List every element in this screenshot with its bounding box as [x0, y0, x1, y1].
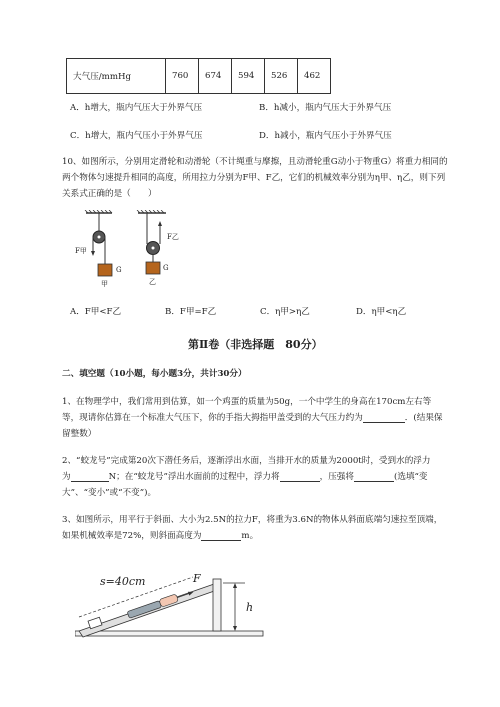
q3-line-1: 3、如图所示，用平行于斜面、大小为2.5N的拉力F，将重为3.6N的物体从斜面底端匀速拉至顶端，: [62, 515, 443, 525]
q10-line-2: 两个物体匀速提升相同的高度，所用拉力分别为F甲、F乙，它们的机械效率分别为η甲、η乙，则下列: [62, 173, 446, 183]
q1-line-2: [62, 411, 443, 423]
q1-line-3: 留整数）: [62, 429, 97, 439]
q2-blank-3[interactable]: [354, 472, 394, 482]
q9-option-c: C．h增大，瓶内气压小于外界气压: [70, 131, 203, 141]
label-f-jia: F甲: [75, 247, 87, 255]
q2-line-3: 大”、“变小”或“不变”)。: [62, 488, 157, 498]
q10-option-b: B．F甲=F乙: [165, 307, 217, 317]
q1-line-2-part-a: 等，现请你估算在一个标准大气压下，你的手指大拇指甲盖受到的大气压力约为: [62, 413, 363, 423]
section-heading: 二、填空题（10小题，每小题3分，共计30分）: [62, 369, 247, 379]
q3-line-2-part-a: 如果机械效率是72%，则斜面高度为: [62, 531, 202, 541]
q2-line-2-part-b: N；在“蛟龙号”浮出水面前的过程中，浮力将: [108, 472, 280, 482]
q2-line-1: 2、“蛟龙号”完成第20次下潜任务后，逐渐浮出水面，当排开水的质量为2000t时，受到水的浮力: [62, 456, 431, 466]
table-cell: 526: [265, 59, 298, 94]
q2-blank-1[interactable]: [71, 472, 109, 482]
part2-title: 第Ⅱ卷（非选择题 80分）: [188, 338, 323, 351]
table-cell: 760: [166, 59, 199, 94]
q9-option-b: B．h减小，瓶内气压大于外界气压: [259, 103, 392, 113]
q2-line-2-part-d: (选填“变: [394, 472, 428, 482]
table-cell: 594: [232, 59, 265, 94]
incline-figure: [75, 565, 275, 645]
q2-line-2: [62, 470, 428, 482]
q2-line-2-part-c: ，压强将: [319, 472, 354, 482]
pulley-figure: [70, 210, 190, 292]
table-cell: 462: [298, 59, 331, 94]
q10-line-3: 关系式正确的是（ ）: [62, 189, 157, 199]
pressure-table: [66, 58, 331, 94]
q10-line-1: 10、如图所示，分别用定滑轮和动滑轮（不计绳重与摩擦，且动滑轮重G动小于物重G）将重力相同的: [62, 157, 448, 167]
label-yi: 乙: [149, 278, 156, 286]
q10-option-c: C．η甲>η乙: [260, 307, 310, 317]
label-s: s=40cm: [100, 575, 146, 588]
q3-line-2: [62, 529, 258, 541]
label-h: h: [246, 601, 254, 614]
q9-option-a: A．h增大，瓶内气压大于外界气压: [70, 103, 203, 113]
table-row: [67, 59, 331, 94]
q1-answer-blank[interactable]: [363, 413, 405, 423]
table-label-cell: 大气压/mmHg: [67, 59, 166, 94]
q2-line-2-part-a: 为: [62, 472, 71, 482]
pulley-diagram: [70, 210, 190, 292]
label-g-left: G: [116, 266, 122, 274]
q10-option-a: A．F甲<F乙: [70, 307, 122, 317]
q1-line-2-part-b: ．(结果保: [404, 413, 443, 423]
q1-line-1: 1、在物理学中，我们常用到估算，如一个鸡蛋的质量为50g，一个中学生的身高在170cm左右等: [62, 397, 432, 407]
q9-option-d: D．h减小，瓶内气压小于外界气压: [259, 131, 392, 141]
q3-answer-blank[interactable]: [201, 531, 241, 541]
label-f: F: [193, 572, 201, 585]
q3-line-2-part-b: m。: [241, 531, 259, 541]
q2-blank-2[interactable]: [280, 472, 320, 482]
label-jia: 甲: [101, 280, 108, 288]
label-f-yi: F乙: [167, 233, 179, 241]
q10-option-d: D．η甲<η乙: [356, 307, 407, 317]
label-g-right: G: [163, 264, 169, 272]
table-cell: 674: [199, 59, 232, 94]
